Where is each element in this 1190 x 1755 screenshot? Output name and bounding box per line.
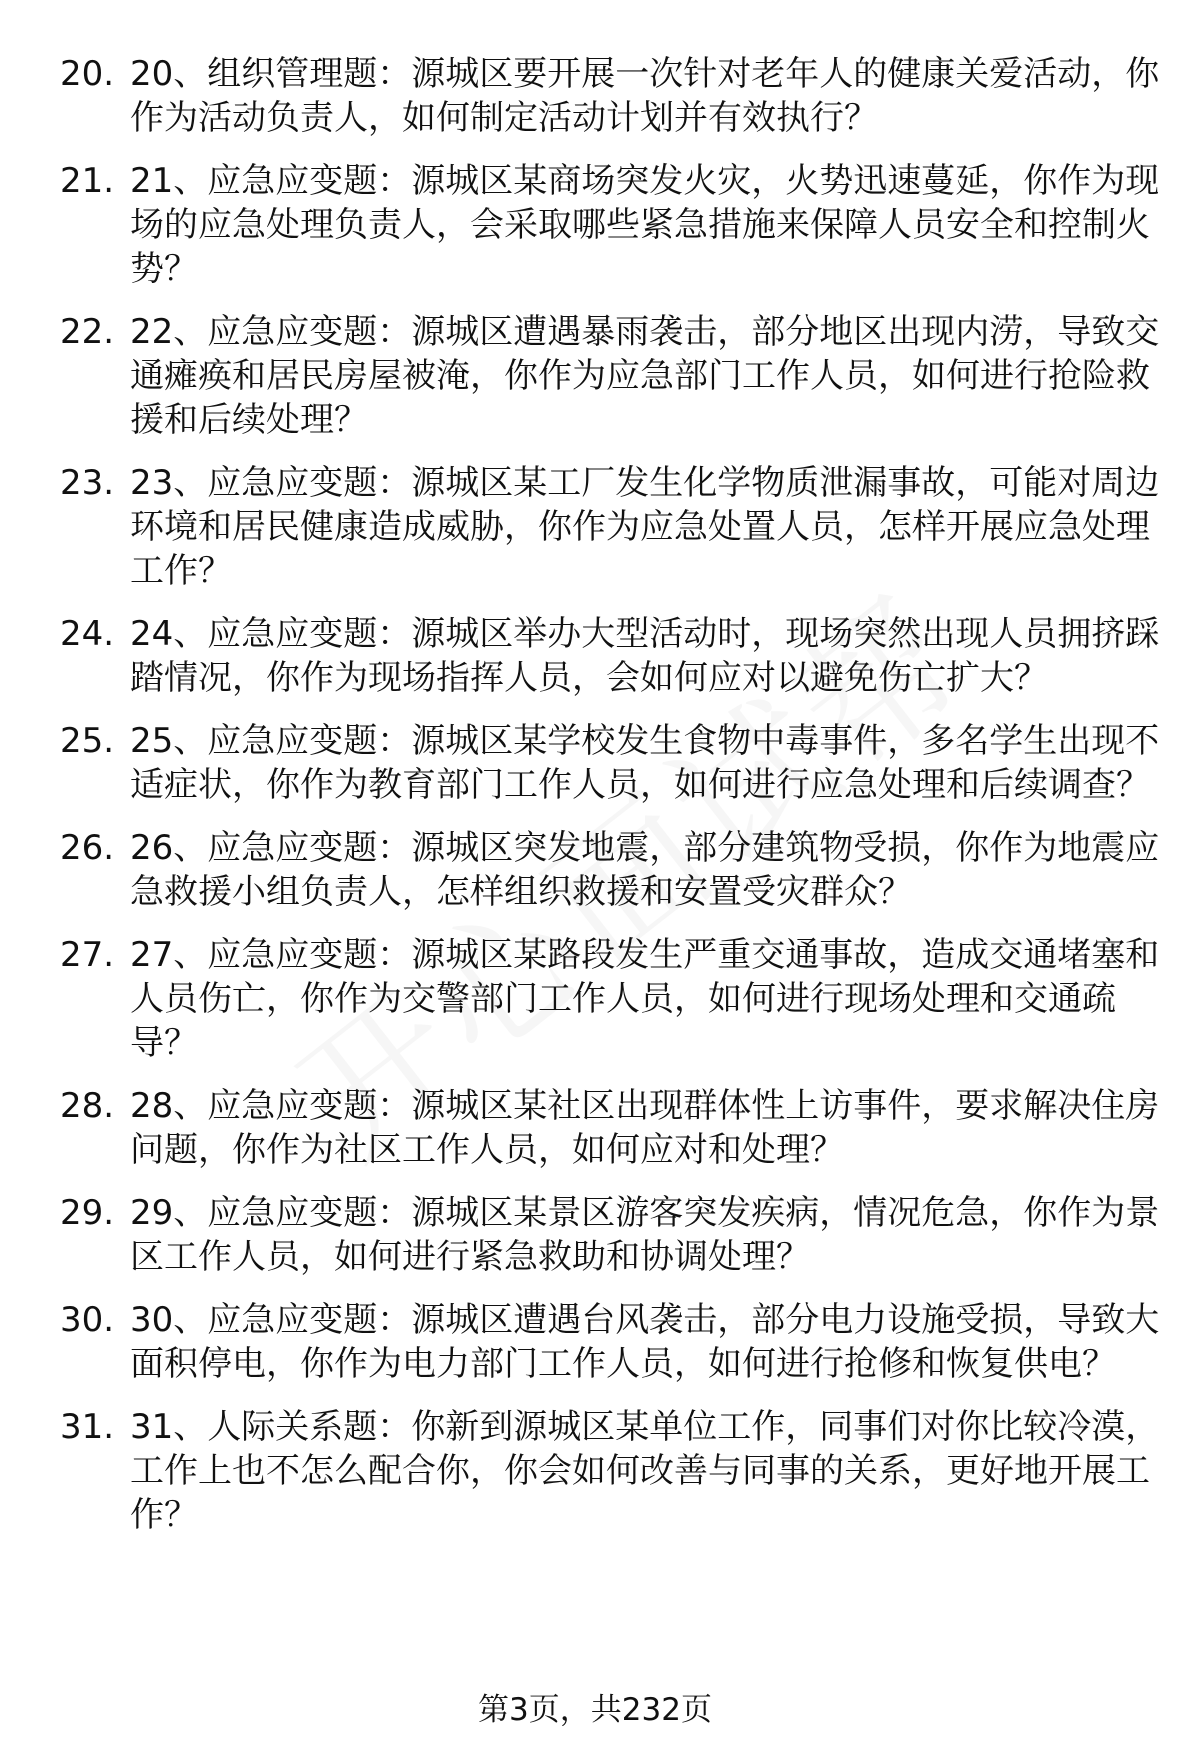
question-text: 24、应急应变题：源城区举办大型活动时，现场突然出现人员拥挤踩踏情况，你作为现场指挥人员，会如何应对以避免伤亡扩大？ <box>130 614 1160 698</box>
question-text: 31、人际关系题：你新到源城区某单位工作，同事们对你比较冷漠，工作上也不怎么配合你，你会如何改善与同事的关系，更好地开展工作？ <box>130 1407 1160 1535</box>
question-number: 27. <box>60 935 115 975</box>
list-item <box>60 1298 1160 1386</box>
question-number: 30. <box>60 1300 115 1340</box>
list-item <box>60 1405 1160 1537</box>
list-item <box>60 159 1160 291</box>
question-number: 25. <box>60 721 115 761</box>
question-text: 29、应急应变题：源城区某景区游客突发疾病，情况危急，你作为景区工作人员，如何进行紧急救助和协调处理？ <box>130 1193 1160 1277</box>
question-text: 28、应急应变题：源城区某社区出现群体性上访事件，要求解决住房问题，你作为社区工作人员，如何应对和处理？ <box>130 1086 1160 1170</box>
page-number: 第3页，共232页 <box>478 1692 712 1728</box>
list-item <box>60 52 1160 140</box>
question-text: 23、应急应变题：源城区某工厂发生化学物质泄漏事故，可能对周边环境和居民健康造成威胁，你作为应急处置人员，怎样开展应急处理工作？ <box>130 463 1160 591</box>
list-item <box>60 1084 1160 1172</box>
question-text: 27、应急应变题：源城区某路段发生严重交通事故，造成交通堵塞和人员伤亡，你作为交警部门工作人员，如何进行现场处理和交通疏导？ <box>130 935 1160 1063</box>
question-number: 23. <box>60 463 115 503</box>
question-number: 22. <box>60 312 115 352</box>
question-number: 31. <box>60 1407 115 1447</box>
list-item <box>60 310 1160 442</box>
question-number: 29. <box>60 1193 115 1233</box>
question-text: 22、应急应变题：源城区遭遇暴雨袭击，部分地区出现内涝，导致交通瘫痪和居民房屋被淹，你作为应急部门工作人员，如何进行抢险救援和后续处理？ <box>130 312 1160 440</box>
list-item <box>60 461 1160 593</box>
question-text: 30、应急应变题：源城区遭遇台风袭击，部分电力设施受损，导致大面积停电，你作为电力部门工作人员，如何进行抢修和恢复供电？ <box>130 1300 1160 1384</box>
list-item <box>60 933 1160 1065</box>
list-item <box>60 826 1160 914</box>
list-item <box>60 1191 1160 1279</box>
question-number: 28. <box>60 1086 115 1126</box>
question-number: 24. <box>60 614 115 654</box>
question-text: 26、应急应变题：源城区突发地震，部分建筑物受损，你作为地震应急救援小组负责人，怎样组织救援和安置受灾群众？ <box>130 828 1160 912</box>
question-number: 20. <box>60 54 115 94</box>
question-text: 25、应急应变题：源城区某学校发生食物中毒事件，多名学生出现不适症状，你作为教育部门工作人员，如何进行应急处理和后续调查？ <box>130 721 1160 805</box>
list-item <box>60 612 1160 700</box>
question-list <box>60 52 1160 1556</box>
question-number: 26. <box>60 828 115 868</box>
question-number: 21. <box>60 161 115 201</box>
list-item <box>60 719 1160 807</box>
question-text: 21、应急应变题：源城区某商场突发火灾，火势迅速蔓延，你作为现场的应急处理负责人，会采取哪些紧急措施来保障人员安全和控制火势？ <box>130 161 1160 289</box>
question-text: 20、组织管理题：源城区要开展一次针对老年人的健康关爱活动，你作为活动负责人，如何制定活动计划并有效执行？ <box>130 54 1160 138</box>
